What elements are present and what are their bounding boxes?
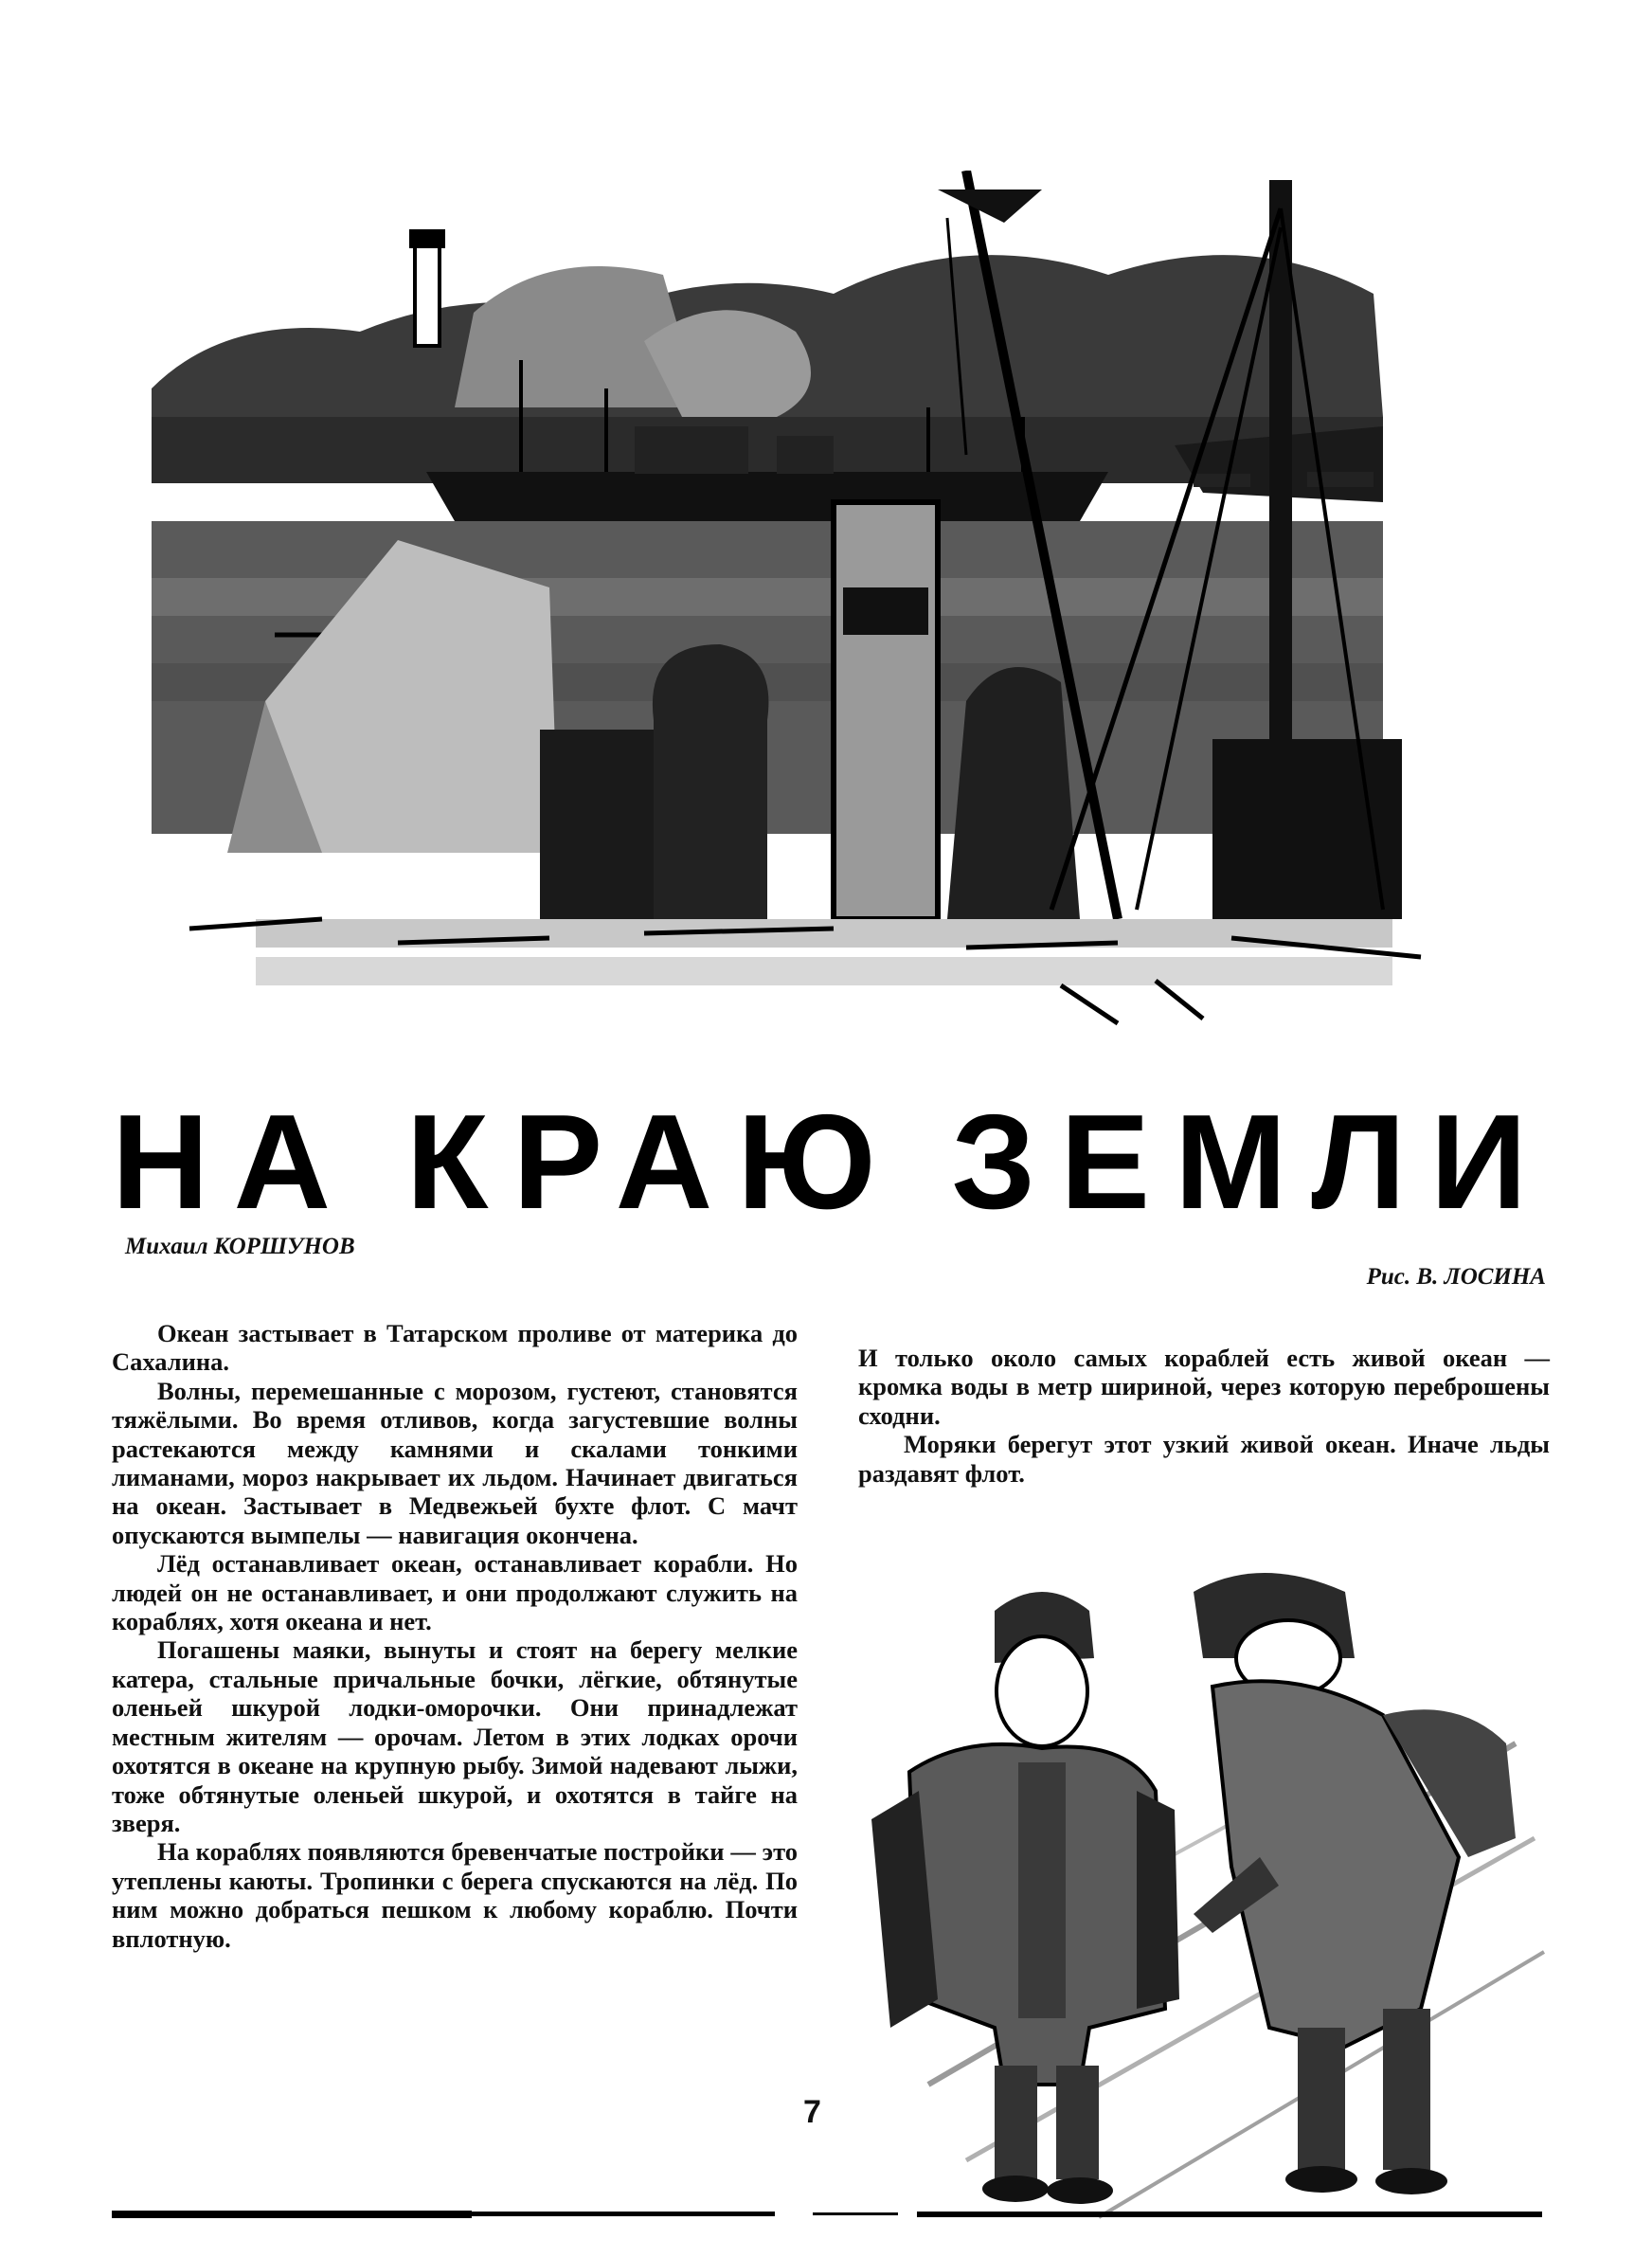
article-title bbox=[112, 1078, 1552, 1237]
paragraph: На кораблях появляются бревенчатые постройки — это утеплены каюты. Тропинки с берега спускаются на лёд. По ним можно добраться пешком к любому кораблю. Почти вплотную. bbox=[112, 1837, 798, 1953]
title-word: КРАЮ bbox=[405, 1087, 901, 1237]
harbor-illustration bbox=[114, 171, 1468, 1042]
title-word: ЗЕМЛИ bbox=[951, 1087, 1552, 1237]
bottom-rule bbox=[112, 2208, 1542, 2221]
paragraph: Океан застывает в Татарском проливе от материка до Сахалина. bbox=[112, 1319, 798, 1377]
paragraph: Волны, перемешанные с морозом, густеют, становятся тяжёлыми. Во время отливов, когда загустевшие волны растекаются между камнями и скалами тонкими лиманами, мороз накрывает их льдом. Начинает двигаться на океан. Застывает в Медвежьей бухте флот. С мачт опускаются вымпелы — навигация окончена. bbox=[112, 1376, 798, 1549]
title-word: НА bbox=[112, 1087, 356, 1237]
author-byline: Михаил КОРШУНОВ bbox=[125, 1234, 355, 1259]
children-illustration bbox=[853, 1554, 1553, 2236]
right-text-column bbox=[858, 1344, 1550, 1488]
left-text-column bbox=[112, 1319, 798, 1953]
paragraph: Погашены маяки, вынуты и стоят на берегу мелкие катера, стальные причальные бочки, лёгкие, обтянутые оленьей шкурой лодки-оморочки. Они принадлежат местным жителям — орочам. Летом в этих лодках орочи охотятся в океане на крупную рыбу. Зимой надевают лыжи, тоже обтянутые оленьей шкурой, и охотятся в тайге на зверя. bbox=[112, 1635, 798, 1837]
page-number: 7 bbox=[803, 2094, 821, 2130]
illustrator-credit: Рис. В. ЛОСИНА bbox=[1366, 1264, 1546, 1290]
paragraph: И только около самых кораблей есть живой океан — кромка воды в метр шириной, через которую переброшены сходни. bbox=[858, 1344, 1550, 1430]
paragraph: Моряки берегут этот узкий живой океан. Иначе льды раздавят флот. bbox=[858, 1430, 1550, 1488]
paragraph: Лёд останавливает океан, останавливает корабли. Но людей он не останавливает, и они продолжают служить на кораблях, хотя океана и нет. bbox=[112, 1549, 798, 1636]
